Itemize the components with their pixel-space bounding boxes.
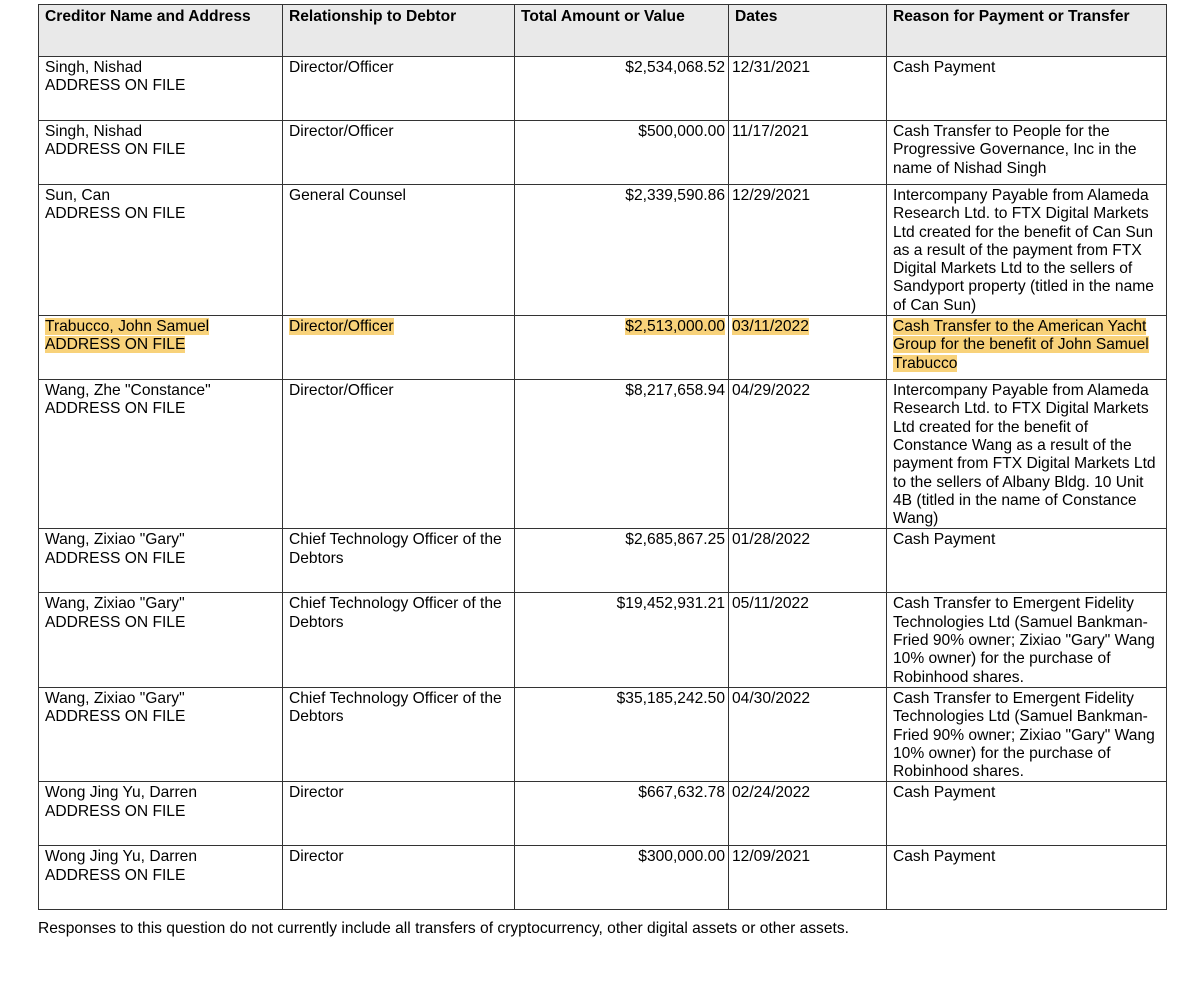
date-cell — [729, 846, 887, 910]
creditor-address: ADDRESS ON FILE — [45, 549, 186, 567]
date-cell — [729, 380, 887, 529]
creditor-cell — [39, 846, 283, 910]
creditor-address: ADDRESS ON FILE — [45, 866, 186, 884]
creditor-address-line — [45, 803, 276, 821]
amount-text: $2,513,000.00 — [625, 318, 725, 336]
relationship-text: Chief Technology Officer of the Debtors — [289, 595, 502, 631]
date-text: 11/17/2021 — [732, 123, 809, 140]
creditor-address-line — [45, 400, 276, 418]
header-amount: Total Amount or Value — [515, 5, 729, 57]
date-cell — [729, 57, 887, 121]
relationship-text: Director/Officer — [289, 123, 394, 140]
date-text: 04/30/2022 — [732, 689, 811, 707]
relationship-text: Director/Officer — [289, 382, 394, 400]
creditor-name-line — [45, 690, 276, 708]
creditor-name: Sun, Can — [45, 187, 111, 204]
reason-cell — [887, 185, 1167, 316]
relationship-cell — [283, 529, 515, 593]
creditor-address: ADDRESS ON FILE — [45, 802, 186, 820]
amount-cell — [515, 121, 729, 185]
amount-cell — [515, 380, 729, 529]
amount-text: $19,452,931.21 — [616, 595, 725, 613]
table-body — [39, 57, 1167, 910]
header-reason: Reason for Payment or Transfer — [887, 5, 1167, 57]
relationship-cell — [283, 316, 515, 380]
date-cell — [729, 593, 887, 687]
reason-cell — [887, 846, 1167, 910]
relationship-text: Director/Officer — [289, 59, 394, 76]
transfers-table — [38, 4, 1167, 910]
amount-text: $8,217,658.94 — [625, 382, 725, 400]
table-row — [39, 529, 1167, 593]
creditor-address-line — [45, 336, 276, 354]
creditor-cell — [39, 185, 283, 316]
creditor-name-line — [45, 318, 276, 336]
amount-text: $300,000.00 — [638, 848, 725, 866]
creditor-name: Wong Jing Yu, Darren — [45, 848, 197, 866]
relationship-text: General Counsel — [289, 187, 407, 204]
table-row — [39, 121, 1167, 185]
reason-text: Intercompany Payable from Alameda Research Ltd. to FTX Digital Markets Ltd created for the benefit of Can Sun as a result of the payment from FTX Digital Markets Ltd to the sellers of Sandyport property (titled in the name of Can Sun) — [893, 187, 1154, 314]
amount-cell — [515, 593, 729, 687]
table-header-row — [39, 5, 1167, 57]
amount-cell — [515, 782, 729, 846]
date-cell — [729, 687, 887, 781]
creditor-cell — [39, 529, 283, 593]
date-cell — [729, 529, 887, 593]
table-row — [39, 316, 1167, 380]
table-row — [39, 782, 1167, 846]
date-cell — [729, 782, 887, 846]
amount-text: $2,339,590.86 — [625, 187, 725, 204]
reason-cell — [887, 782, 1167, 846]
creditor-name: Wang, Zixiao "Gary" — [45, 689, 185, 707]
reason-cell — [887, 529, 1167, 593]
reason-text: Cash Transfer to the American Yacht Group for the benefit of John Samuel Trabucco — [893, 318, 1149, 372]
creditor-name-line — [45, 784, 276, 802]
creditor-address: ADDRESS ON FILE — [45, 613, 186, 631]
creditor-address: ADDRESS ON FILE — [45, 205, 186, 223]
header-relationship: Relationship to Debtor — [283, 5, 515, 57]
table-row — [39, 380, 1167, 529]
table-row — [39, 593, 1167, 687]
creditor-address-line — [45, 205, 276, 223]
creditor-name-line — [45, 59, 276, 77]
creditor-address: ADDRESS ON FILE — [45, 336, 186, 354]
reason-text: Cash Transfer to People for the Progressive Governance, Inc in the name of Nishad Singh — [893, 123, 1137, 177]
relationship-cell — [283, 185, 515, 316]
amount-cell — [515, 687, 729, 781]
amount-cell — [515, 316, 729, 380]
relationship-text: Director — [289, 848, 344, 866]
date-cell — [729, 185, 887, 316]
header-creditor: Creditor Name and Address — [39, 5, 283, 57]
creditor-name-line — [45, 848, 276, 866]
creditor-name-line — [45, 531, 276, 549]
reason-cell — [887, 121, 1167, 185]
creditor-address: ADDRESS ON FILE — [45, 141, 186, 159]
table-row — [39, 687, 1167, 781]
relationship-cell — [283, 57, 515, 121]
creditor-name: Wang, Zixiao "Gary" — [45, 595, 185, 613]
date-text: 12/29/2021 — [732, 187, 811, 204]
reason-text: Cash Payment — [893, 784, 996, 802]
date-text: 12/31/2021 — [732, 59, 811, 76]
reason-text: Cash Payment — [893, 848, 996, 866]
creditor-cell — [39, 687, 283, 781]
reason-text: Cash Payment — [893, 59, 996, 76]
creditor-cell — [39, 57, 283, 121]
creditor-name: Trabucco, John Samuel — [45, 318, 210, 336]
creditor-name: Wang, Zhe "Constance" — [45, 382, 211, 400]
relationship-text: Chief Technology Officer of the Debtors — [289, 689, 502, 726]
creditor-name: Wang, Zixiao "Gary" — [45, 531, 185, 549]
reason-text: Cash Transfer to Emergent Fidelity Technologies Ltd (Samuel Bankman-Fried 90% owner; Zixiao "Gary" Wang 10% owner) for the purchase of Robinhood shares. — [893, 595, 1155, 686]
date-cell — [729, 316, 887, 380]
creditor-address: ADDRESS ON FILE — [45, 708, 186, 726]
amount-text: $667,632.78 — [638, 784, 725, 802]
reason-cell — [887, 57, 1167, 121]
table-row — [39, 57, 1167, 121]
creditor-cell — [39, 316, 283, 380]
reason-cell — [887, 316, 1167, 380]
amount-cell — [515, 529, 729, 593]
amount-text: $2,534,068.52 — [625, 59, 725, 76]
amount-text: $500,000.00 — [638, 123, 725, 140]
header-dates: Dates — [729, 5, 887, 57]
relationship-text: Director — [289, 784, 344, 802]
creditor-cell — [39, 782, 283, 846]
date-text: 01/28/2022 — [732, 531, 811, 549]
amount-cell — [515, 185, 729, 316]
creditor-name: Wong Jing Yu, Darren — [45, 784, 197, 802]
creditor-name-line — [45, 382, 276, 400]
relationship-cell — [283, 782, 515, 846]
creditor-address: ADDRESS ON FILE — [45, 400, 186, 418]
creditor-address-line — [45, 614, 276, 632]
creditor-cell — [39, 380, 283, 529]
creditor-address-line — [45, 867, 276, 885]
relationship-cell — [283, 687, 515, 781]
reason-cell — [887, 687, 1167, 781]
creditor-name: Singh, Nishad — [45, 123, 143, 140]
reason-cell — [887, 593, 1167, 687]
creditor-name-line — [45, 595, 276, 613]
creditor-address-line — [45, 141, 276, 159]
amount-text: $2,685,867.25 — [625, 531, 725, 549]
creditor-cell — [39, 593, 283, 687]
creditor-address-line — [45, 550, 276, 568]
creditor-address: ADDRESS ON FILE — [45, 77, 186, 95]
creditor-name-line — [45, 123, 276, 141]
relationship-cell — [283, 846, 515, 910]
date-text: 03/11/2022 — [732, 318, 809, 336]
table-row — [39, 185, 1167, 316]
date-text: 05/11/2022 — [732, 595, 809, 613]
relationship-text: Chief Technology Officer of the Debtors — [289, 531, 502, 567]
relationship-cell — [283, 380, 515, 529]
creditor-name-line — [45, 187, 276, 205]
amount-cell — [515, 57, 729, 121]
table-row — [39, 846, 1167, 910]
reason-text: Intercompany Payable from Alameda Research Ltd. to FTX Digital Markets Ltd created for the benefit of Constance Wang as a result of the payment from FTX Digital Markets Ltd to the sellers of Albany Bldg. 10 Unit 4B (titled in the name of Constance Wang) — [893, 382, 1156, 528]
relationship-text: Director/Officer — [289, 318, 394, 336]
creditor-name: Singh, Nishad — [45, 59, 143, 76]
date-text: 12/09/2021 — [732, 848, 811, 866]
creditor-cell — [39, 121, 283, 185]
reason-cell — [887, 380, 1167, 529]
reason-text: Cash Payment — [893, 531, 996, 549]
amount-cell — [515, 846, 729, 910]
relationship-cell — [283, 121, 515, 185]
amount-text: $35,185,242.50 — [616, 689, 725, 707]
reason-text: Cash Transfer to Emergent Fidelity Technologies Ltd (Samuel Bankman-Fried 90% owner; Zixiao "Gary" Wang 10% owner) for the purchase of Robinhood shares. — [893, 689, 1155, 781]
date-cell — [729, 121, 887, 185]
date-text: 02/24/2022 — [732, 784, 811, 802]
date-text: 04/29/2022 — [732, 382, 811, 400]
creditor-address-line — [45, 77, 276, 95]
relationship-cell — [283, 593, 515, 687]
footnote: Responses to this question do not currently include all transfers of cryptocurrency, other digital assets or other assets. — [38, 920, 849, 937]
creditor-address-line — [45, 708, 276, 726]
